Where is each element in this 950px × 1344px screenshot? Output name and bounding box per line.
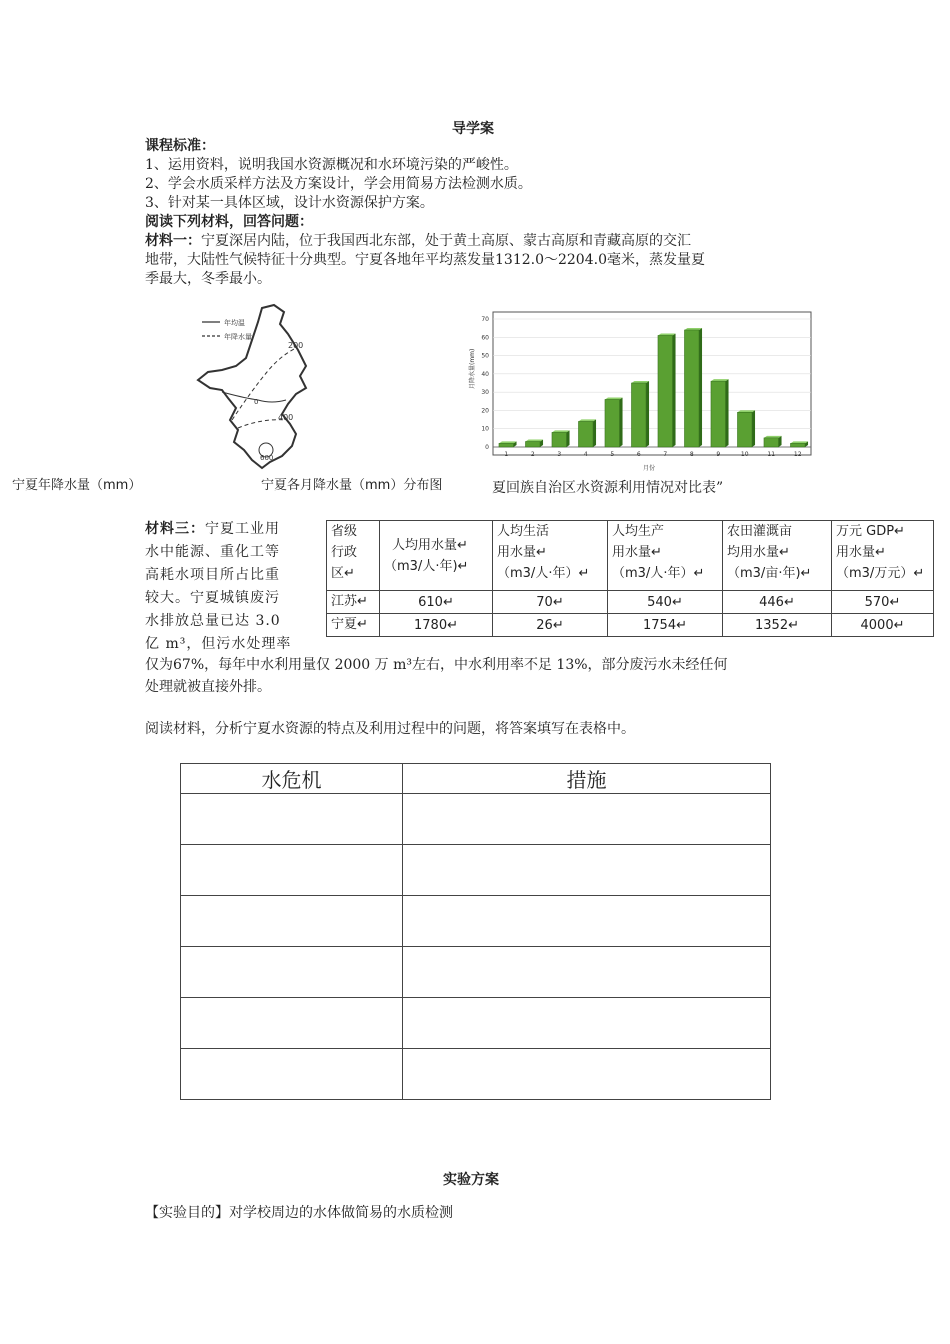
value-cell: 1352↵ — [723, 614, 832, 637]
crisis-cell[interactable] — [181, 947, 403, 998]
chart-bar — [605, 399, 620, 447]
chart-xtick-label: 6 — [636, 451, 641, 458]
material1-line: 地带，大陆性气候特征十分典型。宁夏各地年平均蒸发量1312.0～2204.0毫米，蒸发量夏 — [145, 252, 705, 268]
contour-200-label: 200 — [288, 341, 304, 350]
chart-bar-side — [726, 379, 729, 447]
answer-row — [181, 1049, 771, 1100]
header-cell: 人均用水量↵ （m3/人·年)↵ — [380, 521, 493, 591]
chart-bar — [552, 432, 567, 447]
chart-ytick-label: 70 — [481, 316, 489, 323]
chart-xtick-label: 7 — [663, 451, 668, 458]
chart-bar — [499, 443, 514, 447]
material1-line: 材料一：宁夏深居内陆，位于我国西北东部，处于黄土高原、蒙古高原和青藏高原的交汇 — [145, 233, 691, 249]
answer-row — [181, 845, 771, 896]
chart-ytick-label: 20 — [481, 407, 489, 415]
experiment-title: 实验方案 — [443, 1172, 499, 1188]
chart-bar-side — [593, 419, 596, 447]
task-instruction: 阅读材料，分析宁夏水资源的特点及利用过程中的问题，将答案填写在表格中。 — [145, 721, 635, 737]
chart-bar — [658, 335, 673, 447]
chart-bar-side — [673, 333, 676, 447]
material3-label: 材料三： — [145, 521, 205, 537]
contour-0-label: 0 — [254, 398, 259, 406]
experiment-purpose: 【实验目的】对学校周边的水体做简易的水质检测 — [145, 1205, 453, 1221]
measure-cell[interactable] — [403, 1049, 771, 1100]
chart-bar-top — [684, 328, 702, 330]
material3-block: 材料三：宁夏工业用 水中能源、重化工等 高耗水项目所占比重 较大。宁夏城镇废污 水排放总量已达 3.0 亿 m³，但污水处理率 — [145, 521, 292, 652]
crisis-cell[interactable] — [181, 845, 403, 896]
contour-600-label: 600 — [260, 454, 274, 462]
crisis-cell[interactable] — [181, 794, 403, 845]
material1-line: 季最大，冬季最小。 — [145, 271, 271, 287]
chart-bar — [631, 383, 646, 447]
measure-cell[interactable] — [403, 947, 771, 998]
answer-table — [180, 763, 771, 1100]
measure-header: 措施 — [403, 764, 771, 794]
value-cell: 610↵ — [380, 591, 493, 614]
chart-bar — [764, 438, 779, 447]
value-cell: 570↵ — [832, 591, 934, 614]
chart-xtick-label: 5 — [610, 451, 615, 458]
chart-bar-top — [499, 441, 517, 443]
water-use-table — [326, 520, 934, 637]
chart-caption: 宁夏各月降水量（mm）分布图 — [261, 478, 443, 493]
chart-ytick-label: 40 — [481, 370, 489, 378]
curriculum-item: 3、针对某一具体区域，设计水资源保护方案。 — [145, 195, 434, 211]
chart-xtick-label: 2 — [530, 451, 535, 458]
value-cell: 26↵ — [493, 614, 608, 637]
answer-row — [181, 998, 771, 1049]
header-cell: 人均生活 用水量↵ （m3/人·年）↵ — [493, 521, 608, 591]
answer-row — [181, 896, 771, 947]
chart-bar — [684, 330, 699, 447]
ningxia-outline — [198, 305, 306, 468]
curriculum-item: 2、学会水质采样方法及方案设计，学会用简易方法检测水质。 — [145, 176, 532, 192]
material1-label: 材料一： — [145, 233, 201, 249]
chart-bar-top — [711, 379, 729, 381]
crisis-header: 水危机 — [181, 764, 403, 794]
value-cell: 70↵ — [493, 591, 608, 614]
value-cell: 1754↵ — [608, 614, 723, 637]
province-cell: 宁夏↵ — [327, 614, 380, 637]
answer-row — [181, 947, 771, 998]
chart-xtick-label: 8 — [689, 451, 694, 458]
chart-xtick-label: 10 — [740, 451, 749, 458]
value-cell: 446↵ — [723, 591, 832, 614]
chart-bar-side — [646, 381, 649, 447]
chart-bar-top — [631, 381, 649, 383]
chart-bar — [711, 381, 726, 447]
measure-cell[interactable] — [403, 896, 771, 947]
chart-xlabel: 月份 — [643, 465, 656, 472]
contour-400-label: 400 — [278, 413, 294, 422]
crisis-cell[interactable] — [181, 1049, 403, 1100]
measure-cell[interactable] — [403, 794, 771, 845]
value-cell: 1780↵ — [380, 614, 493, 637]
measure-cell[interactable] — [403, 998, 771, 1049]
chart-ytick-label: 10 — [481, 425, 489, 433]
chart-bar — [737, 412, 752, 447]
header-cell: 省级 行政 区↵ — [327, 521, 380, 591]
table-row — [327, 591, 934, 614]
table-header-row — [327, 521, 934, 591]
chart-xtick-label: 4 — [583, 451, 588, 458]
chart-bar-top — [605, 397, 623, 399]
chart-bar-top — [737, 410, 755, 412]
chart-frame — [493, 312, 811, 455]
chart-ylabel: 月降水量(mm) — [469, 348, 476, 389]
page-title: 导学案 — [452, 121, 494, 137]
table-row — [327, 614, 934, 637]
material3-continuation: 仅为67%，每年中水利用量仅 2000 万 m³左右，中水利用率不足 13%，部分废污水未经任何 处理就被直接外排。 — [145, 657, 728, 695]
chart-bar-top — [552, 430, 570, 432]
value-cell: 4000↵ — [832, 614, 934, 637]
chart-bar — [790, 443, 805, 447]
province-cell: 江苏↵ — [327, 591, 380, 614]
crisis-cell[interactable] — [181, 896, 403, 947]
chart-bar-top — [790, 441, 808, 443]
chart-ytick-label: 50 — [481, 352, 489, 360]
header-cell: 农田灌溉亩 均用水量↵ （m3/亩·年)↵ — [723, 521, 832, 591]
crisis-cell[interactable] — [181, 998, 403, 1049]
curriculum-item: 1、运用资料，说明我国水资源概况和水环境污染的严峻性。 — [145, 157, 518, 173]
ningxia-precip-map — [192, 300, 432, 475]
table-caption: 夏回族自治区水资源利用情况对比表” — [492, 480, 724, 496]
measure-cell[interactable] — [403, 845, 771, 896]
chart-bar — [525, 442, 540, 447]
answer-row — [181, 794, 771, 845]
chart-xtick-label: 1 — [504, 451, 509, 458]
reading-heading: 阅读下列材料，回答问题： — [145, 214, 313, 230]
chart-bar-side — [699, 328, 702, 447]
chart-bar-side — [567, 430, 570, 447]
chart-ytick-label: 60 — [481, 334, 489, 342]
chart-bar-top — [578, 419, 596, 421]
chart-ytick-label: 30 — [481, 389, 489, 397]
chart-xtick-label: 11 — [767, 451, 776, 458]
legend-annual-label: 年均温 — [224, 319, 245, 327]
value-cell: 540↵ — [608, 591, 723, 614]
legend-precip-label: 年降水量 — [224, 333, 252, 341]
contour-200 — [232, 348, 296, 420]
header-cell: 人均生产 用水量↵ （m3/人·年）↵ — [608, 521, 723, 591]
chart-bar-top — [658, 333, 676, 335]
curriculum-section — [145, 137, 705, 289]
header-cell: 万元 GDP↵ 用水量↵ （m3/万元）↵ — [832, 521, 934, 591]
chart-bar-side — [752, 410, 755, 447]
map-caption: 宁夏年降水量（mm） — [12, 478, 142, 493]
chart-bar-side — [620, 397, 623, 447]
chart-xtick-label: 3 — [557, 451, 562, 458]
curriculum-heading: 课程标准： — [145, 138, 215, 154]
answer-header-row — [181, 764, 771, 794]
chart-xtick-label: 9 — [716, 451, 721, 458]
monthly-precip-chart — [465, 307, 815, 472]
chart-xtick-label: 12 — [793, 451, 802, 458]
chart-ytick-label: 0 — [485, 444, 489, 451]
chart-bar-top — [525, 440, 543, 442]
chart-bar-top — [764, 436, 782, 438]
chart-bar — [578, 421, 593, 447]
